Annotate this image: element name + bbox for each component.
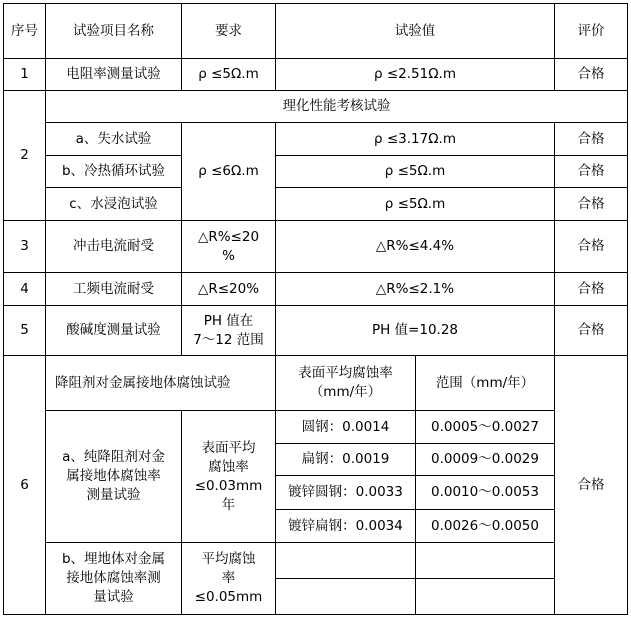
- requirement-line: ≤0.03mm: [194, 477, 263, 494]
- seq-cell: 1: [4, 59, 46, 91]
- requirement-line: %: [222, 247, 235, 264]
- item-cell: 电阻率测量试验: [46, 59, 182, 91]
- table-row: [4, 221, 628, 273]
- empty-cell: [416, 543, 555, 579]
- seq-cell: 4: [4, 273, 46, 306]
- evaluation-cell: 合格: [555, 306, 628, 356]
- group-title-cell: 理化性能考核试验: [46, 91, 628, 123]
- item-cell: 工频电流耐受: [46, 273, 182, 306]
- rate-header-line: （mm/年）: [309, 384, 382, 400]
- requirement-cell: △R≤20%: [182, 273, 276, 306]
- seq-cell: 5: [4, 306, 46, 356]
- header-seq: 序号: [4, 4, 46, 59]
- corrosion-range-cell: 0.0026～0.0050: [416, 510, 555, 543]
- corrosion-rate-cell: 镀锌扁钢：0.0034: [276, 510, 416, 543]
- requirement-line: 年: [221, 496, 236, 513]
- requirement-cell: [182, 543, 276, 615]
- item-cell: b、冷热循环试验: [46, 156, 182, 188]
- range-header-cell: 范围（mm/年）: [416, 356, 555, 411]
- item-line: 量试验: [93, 589, 134, 605]
- test-value-cell: ρ ≤2.51Ω.m: [276, 59, 555, 91]
- seq-cell: 6: [4, 356, 46, 615]
- table-row: [4, 156, 628, 188]
- requirement-line: 7～12 范围: [193, 331, 264, 348]
- requirement-line: PH 值在: [203, 312, 254, 329]
- requirement-line: ≤0.05mm: [194, 589, 263, 605]
- test-value-cell: ρ ≤5Ω.m: [276, 156, 555, 188]
- header-test-value: 试验值: [276, 4, 555, 59]
- evaluation-cell: 合格: [555, 156, 628, 188]
- rate-header-line: 表面平均腐蚀率: [298, 365, 393, 381]
- corrosion-range-cell: 0.0009～0.0029: [416, 444, 555, 476]
- requirement-cell: ρ ≤5Ω.m: [182, 59, 276, 91]
- requirement-line: 率: [221, 570, 236, 586]
- corrosion-rate-cell: 扁钢：0.0019: [276, 444, 416, 476]
- evaluation-cell: 合格: [555, 188, 628, 221]
- requirement-cell: [182, 221, 276, 273]
- corrosion-range-cell: 0.0010～0.0053: [416, 476, 555, 510]
- table-row: [4, 91, 628, 123]
- evaluation-cell: 合格: [555, 273, 628, 306]
- rate-header-cell: [276, 356, 416, 411]
- corrosion-rate-cell: 镀锌圆钢：0.0033: [276, 476, 416, 510]
- item-cell: c、水浸泡试验: [46, 188, 182, 221]
- requirement-line: 表面平均: [201, 439, 256, 456]
- header-requirement: 要求: [182, 4, 276, 59]
- table-row: [4, 306, 628, 356]
- requirement-cell: ρ ≤6Ω.m: [182, 123, 276, 221]
- item-line: 属接地体腐蚀率: [66, 468, 161, 484]
- item-cell: 冲击电流耐受: [46, 221, 182, 273]
- empty-cell: [276, 543, 416, 579]
- test-value-cell: △R%≤4.4%: [276, 221, 555, 273]
- item-cell: [46, 411, 182, 543]
- corrosion-title-cell: 降阻剂对金属接地体腐蚀试验: [46, 356, 276, 411]
- empty-cell: [416, 579, 555, 615]
- test-value-cell: ρ ≤5Ω.m: [276, 188, 555, 221]
- item-line: 接地体腐蚀率测: [66, 570, 161, 586]
- seq-cell: 2: [4, 91, 46, 221]
- requirement-line: △R%≤20: [197, 228, 260, 245]
- evaluation-cell: 合格: [555, 123, 628, 156]
- item-line: a、纯降阻剂对金: [62, 449, 165, 465]
- requirement-line: 腐蚀率: [208, 458, 249, 475]
- item-line: 测量试验: [86, 487, 141, 503]
- test-results-table: [3, 3, 628, 615]
- header-evaluation: 评价: [555, 4, 628, 59]
- table-row: [4, 188, 628, 221]
- item-cell: 酸碱度测量试验: [46, 306, 182, 356]
- seq-cell: 3: [4, 221, 46, 273]
- empty-cell: [276, 579, 416, 615]
- test-value-cell: ρ ≤3.17Ω.m: [276, 123, 555, 156]
- corrosion-range-cell: 0.0005～0.0027: [416, 411, 555, 444]
- evaluation-cell: 合格: [555, 221, 628, 273]
- table-row: [4, 411, 628, 444]
- table-row: [4, 356, 628, 411]
- header-row: [4, 4, 628, 59]
- table-row: [4, 59, 628, 91]
- table-row: [4, 273, 628, 306]
- table-row: [4, 543, 628, 579]
- item-cell: [46, 543, 182, 615]
- evaluation-cell: 合格: [555, 356, 628, 615]
- item-cell: a、失水试验: [46, 123, 182, 156]
- header-item: 试验项目名称: [46, 4, 182, 59]
- test-value-cell: △R%≤2.1%: [276, 273, 555, 306]
- requirement-cell: [182, 411, 276, 543]
- requirement-line: 平均腐蚀: [201, 551, 256, 567]
- test-value-cell: PH 值=10.28: [276, 306, 555, 356]
- table-row: [4, 123, 628, 156]
- item-line: b、埋地体对金属: [61, 551, 166, 567]
- requirement-cell: [182, 306, 276, 356]
- corrosion-rate-cell: 圆钢：0.0014: [276, 411, 416, 444]
- evaluation-cell: 合格: [555, 59, 628, 91]
